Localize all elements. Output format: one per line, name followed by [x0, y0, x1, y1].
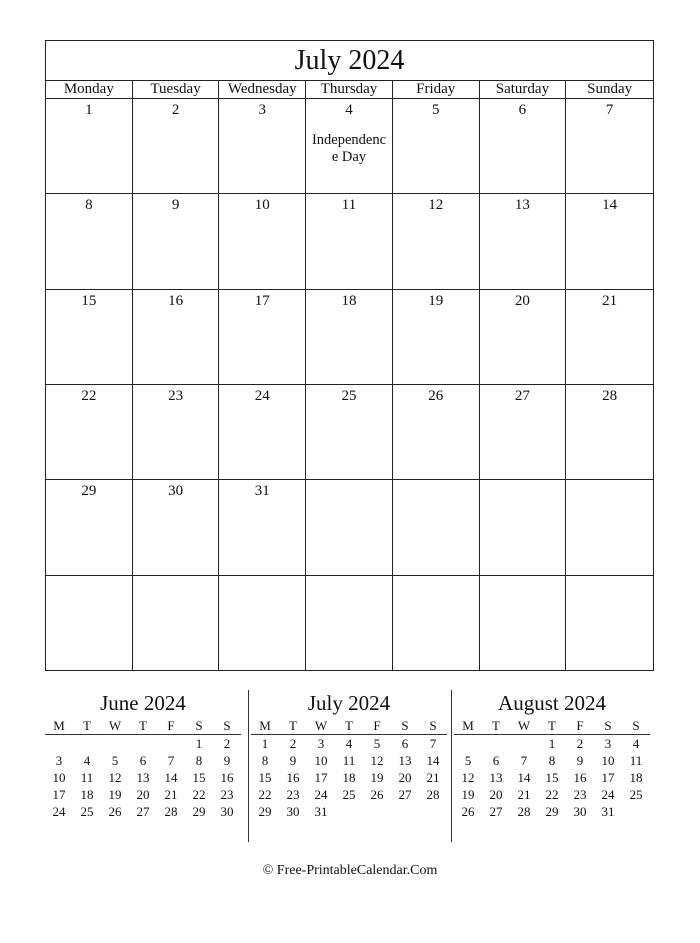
mini-day: 6	[139, 753, 147, 768]
day-number: 19	[428, 292, 444, 309]
mini-day: 17	[314, 770, 328, 785]
weekday-sunday: Sunday	[587, 81, 633, 97]
day-cell	[133, 99, 220, 194]
mini-weekday: W	[108, 718, 122, 733]
mini-day: 7	[167, 753, 175, 768]
mini-day: 8	[195, 753, 203, 768]
day-number: 8	[85, 197, 93, 214]
mini-weekday: M	[259, 718, 271, 733]
mini-weekday: F	[373, 718, 381, 733]
mini-day: 29	[258, 804, 272, 819]
day-cell	[566, 194, 653, 289]
day-number: 27	[514, 388, 530, 404]
mini-day: 6	[401, 736, 409, 751]
mini-day-grid	[454, 735, 650, 820]
day-number: 4	[345, 102, 353, 118]
mini-day: 29	[192, 804, 206, 819]
day-cell	[566, 480, 653, 575]
day-cell	[306, 480, 393, 575]
mini-day: 10	[601, 753, 615, 768]
mini-day: 6	[492, 753, 500, 768]
mini-day: 15	[192, 770, 206, 785]
mini-weekday-row	[454, 717, 650, 735]
mini-day: 25	[342, 787, 356, 802]
weekday-wednesday: Wednesday	[219, 81, 306, 98]
mini-day: 11	[629, 753, 643, 768]
mini-day	[157, 735, 185, 752]
mini-day: 10	[314, 753, 328, 768]
day-cell	[46, 385, 133, 480]
mini-day: 4	[83, 753, 91, 768]
day-number: 2	[171, 102, 180, 118]
mini-weekday: T	[139, 718, 147, 733]
mini-day: 2	[289, 736, 297, 751]
footer-copyright: © Free-PrintableCalendar.Com	[262, 863, 438, 878]
mini-day: 26	[108, 804, 122, 819]
day-number: 26	[428, 388, 444, 404]
day-cell	[133, 290, 220, 385]
mini-day: 7	[520, 753, 528, 768]
mini-day: 30	[573, 804, 587, 819]
mini-day: 1	[261, 736, 269, 751]
day-number: 13	[514, 197, 530, 214]
day-cell	[480, 194, 567, 289]
mini-day: 16	[573, 770, 587, 785]
mini-day: 13	[398, 753, 412, 768]
main-calendar	[45, 40, 654, 671]
mini-day: 13	[136, 770, 150, 785]
mini-day: 8	[548, 753, 556, 768]
mini-day	[482, 735, 510, 752]
mini-day: 20	[136, 787, 150, 802]
mini-day: 3	[604, 736, 612, 751]
day-cell	[133, 194, 220, 289]
day-cell	[306, 385, 393, 480]
day-cell	[393, 576, 480, 671]
weekday-friday: Friday	[393, 81, 480, 98]
mini-day: 20	[398, 770, 412, 785]
mini-day: 22	[192, 787, 206, 802]
mini-day	[510, 735, 538, 752]
day-cell	[393, 290, 480, 385]
mini-day-grid	[251, 735, 447, 820]
day-cell	[393, 99, 480, 194]
mini-weekday: S	[429, 718, 437, 733]
mini-day: 26	[370, 787, 384, 802]
day-cell	[393, 385, 480, 480]
mini-day: 19	[108, 787, 122, 802]
day-cell	[219, 194, 306, 289]
mini-day: 18	[80, 787, 94, 802]
mini-day: 27	[489, 804, 503, 819]
mini-weekday: T	[548, 718, 556, 733]
mini-weekday: T	[289, 718, 297, 733]
day-number: 5	[431, 102, 440, 118]
day-number: 16	[168, 292, 184, 309]
mini-calendar-june	[45, 690, 241, 842]
mini-weekday: W	[314, 718, 328, 733]
day-number: 1	[85, 102, 93, 118]
mini-day: 28	[164, 804, 178, 819]
mini-day: 16	[220, 770, 234, 785]
mini-weekday: F	[167, 718, 175, 733]
mini-day	[73, 735, 101, 752]
mini-day: 21	[426, 770, 440, 785]
mini-weekday: S	[604, 718, 612, 733]
mini-day: 27	[136, 804, 150, 819]
mini-day	[454, 735, 482, 752]
mini-day: 18	[629, 770, 643, 785]
mini-day: 5	[464, 753, 472, 768]
mini-weekday: M	[462, 718, 474, 733]
mini-day: 18	[342, 770, 356, 785]
day-cell	[133, 385, 220, 480]
day-cell	[480, 576, 567, 671]
mini-day: 8	[261, 753, 269, 768]
mini-weekday: T	[345, 718, 353, 733]
mini-day: 3	[317, 736, 325, 751]
day-cell	[46, 194, 133, 289]
mini-day: 25	[629, 787, 643, 802]
mini-day: 21	[517, 787, 531, 802]
mini-weekday: F	[576, 718, 584, 733]
mini-day-grid	[45, 735, 241, 820]
mini-day: 30	[220, 804, 234, 819]
mini-weekday-row	[45, 717, 241, 735]
mini-weekday: S	[223, 718, 231, 733]
mini-day: 24	[314, 787, 328, 802]
day-number: 15	[81, 292, 97, 309]
mini-day: 9	[223, 753, 231, 768]
mini-day: 23	[286, 787, 300, 802]
day-cell	[566, 99, 653, 194]
mini-day: 27	[398, 787, 412, 802]
mini-day: 2	[576, 736, 584, 751]
mini-day: 3	[55, 753, 63, 768]
mini-calendar-august	[454, 690, 650, 842]
day-number: 24	[254, 388, 270, 404]
mini-day: 15	[545, 770, 559, 785]
day-cell	[219, 99, 306, 194]
weekday-header-row	[46, 81, 653, 99]
mini-day: 15	[258, 770, 272, 785]
mini-weekday: S	[195, 718, 203, 733]
mini-day: 16	[286, 770, 300, 785]
mini-day: 14	[164, 770, 178, 785]
mini-day: 14	[426, 753, 440, 768]
day-cell	[480, 480, 567, 575]
mini-day: 10	[52, 770, 66, 785]
mini-weekday-row	[251, 717, 447, 735]
day-cell	[393, 480, 480, 575]
day-cell	[46, 576, 133, 671]
mini-day	[101, 735, 129, 752]
mini-day: 11	[342, 753, 356, 768]
mini-day: 29	[545, 804, 559, 819]
day-cell	[219, 480, 306, 575]
mini-day	[129, 735, 157, 752]
mini-day: 9	[289, 753, 297, 768]
mini-day: 19	[461, 787, 475, 802]
day-number: 23	[168, 388, 184, 404]
day-cell	[46, 480, 133, 575]
mini-day: 1	[195, 736, 203, 751]
day-number: 18	[341, 292, 357, 309]
mini-day: 7	[429, 736, 437, 751]
mini-day: 14	[517, 770, 531, 785]
mini-day: 9	[576, 753, 584, 768]
day-number: 12	[428, 197, 444, 214]
mini-day: 25	[80, 804, 94, 819]
day-cell	[306, 576, 393, 671]
mini-separator	[451, 690, 452, 842]
day-number: 14	[602, 197, 618, 214]
mini-weekday: T	[83, 718, 91, 733]
day-cell	[480, 290, 567, 385]
day-number: 21	[602, 292, 618, 309]
mini-day: 23	[220, 787, 234, 802]
day-cell	[566, 385, 653, 480]
mini-calendar-title: August 2024	[498, 691, 606, 715]
mini-day: 12	[108, 770, 122, 785]
mini-day: 20	[489, 787, 503, 802]
mini-day: 24	[601, 787, 615, 802]
mini-day	[45, 735, 73, 752]
mini-day: 23	[573, 787, 587, 802]
mini-day: 5	[373, 736, 381, 751]
day-cell	[566, 290, 653, 385]
mini-day: 26	[461, 804, 475, 819]
mini-calendar-title: July 2024	[307, 691, 391, 715]
mini-calendar-july	[251, 690, 447, 842]
day-number: 25	[341, 388, 357, 404]
mini-day: 19	[370, 770, 384, 785]
mini-day: 1	[548, 736, 556, 751]
mini-day: 2	[223, 736, 231, 751]
month-grid	[46, 99, 653, 671]
day-number: 31	[254, 483, 270, 500]
day-number: 30	[168, 483, 184, 500]
day-number: 6	[518, 102, 527, 118]
mini-day: 17	[52, 787, 66, 802]
mini-day: 30	[286, 804, 300, 819]
mini-day: 4	[345, 736, 353, 751]
day-number: 20	[514, 292, 530, 309]
day-number: 22	[81, 388, 97, 404]
day-number: 7	[605, 102, 614, 118]
day-number: 11	[341, 197, 357, 214]
mini-weekday: W	[517, 718, 531, 733]
day-cell	[393, 194, 480, 289]
mini-day: 31	[314, 804, 328, 819]
main-calendar-title: July 2024	[46, 41, 653, 81]
mini-weekday: M	[53, 718, 65, 733]
mini-day: 22	[258, 787, 272, 802]
mini-weekday: S	[401, 718, 409, 733]
day-cell	[219, 385, 306, 480]
mini-day: 17	[601, 770, 615, 785]
mini-day: 24	[52, 804, 66, 819]
day-cell	[306, 194, 393, 289]
day-number: 17	[254, 292, 270, 309]
holiday-label: Independence Day	[311, 132, 387, 165]
day-cell	[46, 290, 133, 385]
day-cell	[306, 99, 393, 194]
weekday-tuesday: Tuesday	[133, 81, 220, 98]
mini-calendars	[45, 690, 657, 842]
mini-day: 28	[426, 787, 440, 802]
day-cell	[566, 576, 653, 671]
day-number: 10	[254, 197, 270, 214]
mini-day: 12	[370, 753, 384, 768]
day-cell	[133, 480, 220, 575]
mini-day: 4	[632, 736, 640, 751]
weekday-saturday: Saturday	[480, 81, 567, 98]
day-cell	[133, 576, 220, 671]
mini-weekday: S	[632, 718, 640, 733]
mini-day: 22	[545, 787, 559, 802]
mini-day: 28	[517, 804, 531, 819]
mini-day: 5	[111, 753, 119, 768]
day-cell	[219, 290, 306, 385]
mini-day: 12	[461, 770, 475, 785]
day-number: 28	[602, 388, 618, 404]
day-cell	[480, 385, 567, 480]
mini-day: 13	[489, 770, 503, 785]
day-number: 9	[171, 197, 180, 214]
day-number: 3	[258, 102, 267, 118]
mini-separator	[248, 690, 249, 842]
mini-day: 11	[80, 770, 94, 785]
day-cell	[219, 576, 306, 671]
mini-calendar-title: June 2024	[100, 691, 186, 715]
mini-day: 21	[164, 787, 178, 802]
mini-weekday: T	[492, 718, 500, 733]
day-cell	[46, 99, 133, 194]
weekday-thursday: Thursday	[306, 81, 393, 98]
day-cell	[306, 290, 393, 385]
day-cell	[480, 99, 567, 194]
mini-day: 31	[601, 804, 615, 819]
day-number: 29	[81, 483, 97, 500]
weekday-monday: Monday	[46, 81, 133, 98]
